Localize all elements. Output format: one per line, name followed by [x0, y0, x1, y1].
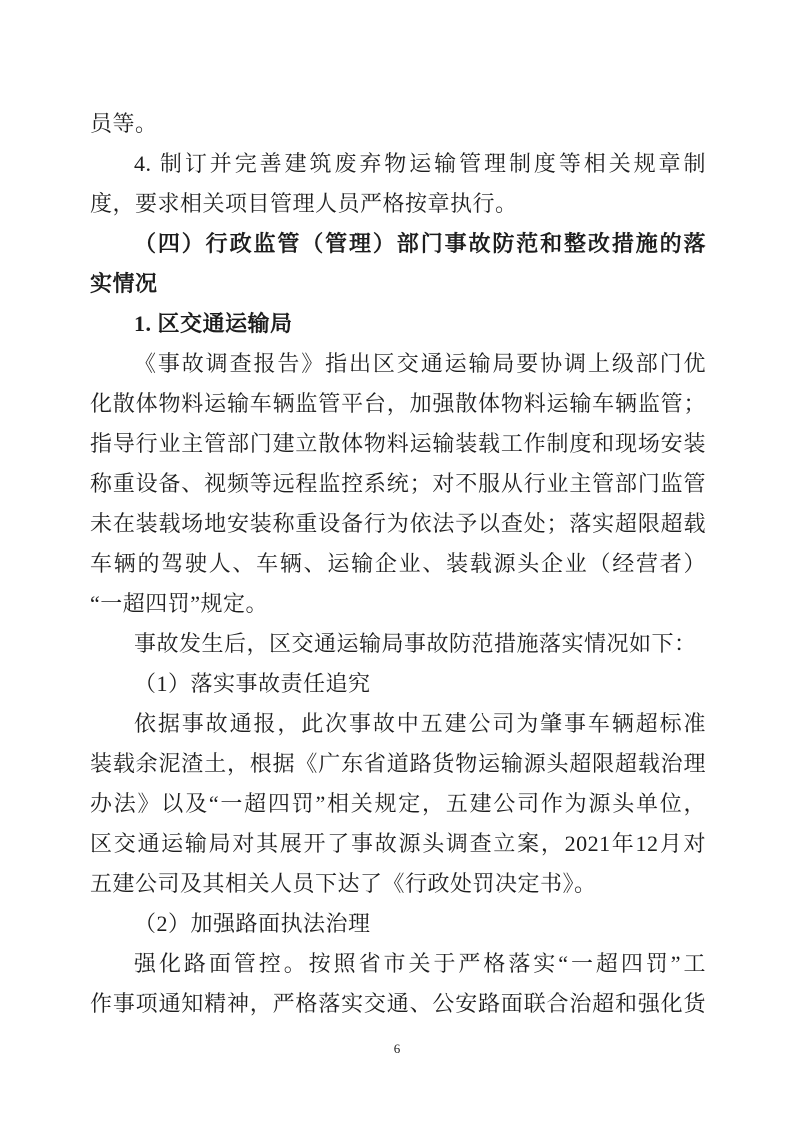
- text-line: 车辆的驾驶人、车辆、运输企业、装载源头企业（经营者）: [90, 551, 706, 576]
- subsection-heading-line: 1. 区交通运输局: [134, 311, 293, 336]
- text-line: 事故发生后，区交通运输局事故防范措施落实情况如下：: [134, 631, 697, 656]
- text-line: 办法》以及“一超四罚”相关规定，五建公司作为源头单位，: [90, 791, 706, 816]
- text-line: 依据事故通报，此次事故中五建公司为肇事车辆超标准: [134, 711, 706, 736]
- clause-heading-line: （1）落实事故责任追究: [134, 671, 371, 696]
- document-body: [90, 104, 706, 1024]
- text-line: 度，要求相关项目管理人员严格按章执行。: [90, 191, 518, 216]
- text-line: 五建公司及其相关人员下达了《行政处罚决定书》。: [90, 871, 597, 896]
- text-line: 未在装载场地安装称重设备行为依法予以查处；落实超限超载: [90, 511, 706, 536]
- text-line: 员等。: [90, 111, 158, 136]
- text-line: 指导行业主管部门建立散体物料运输装载工作制度和现场安装: [90, 431, 706, 456]
- page-number: 6: [393, 1041, 401, 1056]
- text-line: 作事项通知精神，严格落实交通、公安路面联合治超和强化货: [90, 991, 706, 1016]
- section-heading-line: （四）行政监管（管理）部门事故防范和整改措施的落: [134, 231, 706, 256]
- section-heading-line: 实情况: [90, 271, 158, 296]
- text-line: 区交通运输局对其展开了事故源头调查立案，2021年12月对: [90, 831, 706, 856]
- text-line: “一超四罚”规定。: [90, 591, 269, 616]
- clause-heading-line: （2）加强路面执法治理: [134, 911, 371, 936]
- text-line: 化散体物料运输车辆监管平台，加强散体物料运输车辆监管；: [90, 391, 706, 416]
- text-line: 强化路面管控。按照省市关于严格落实“一超四罚”工: [134, 951, 706, 976]
- text-line: 称重设备、视频等远程监控系统；对不服从行业主管部门监管: [90, 471, 706, 496]
- text-line: 装载余泥渣土，根据《广东省道路货物运输源头超限超载治理: [90, 751, 706, 776]
- text-line: 4. 制订并完善建筑废弃物运输管理制度等相关规章制: [134, 151, 706, 176]
- text-line: 《事故调查报告》指出区交通运输局要协调上级部门优: [134, 351, 706, 376]
